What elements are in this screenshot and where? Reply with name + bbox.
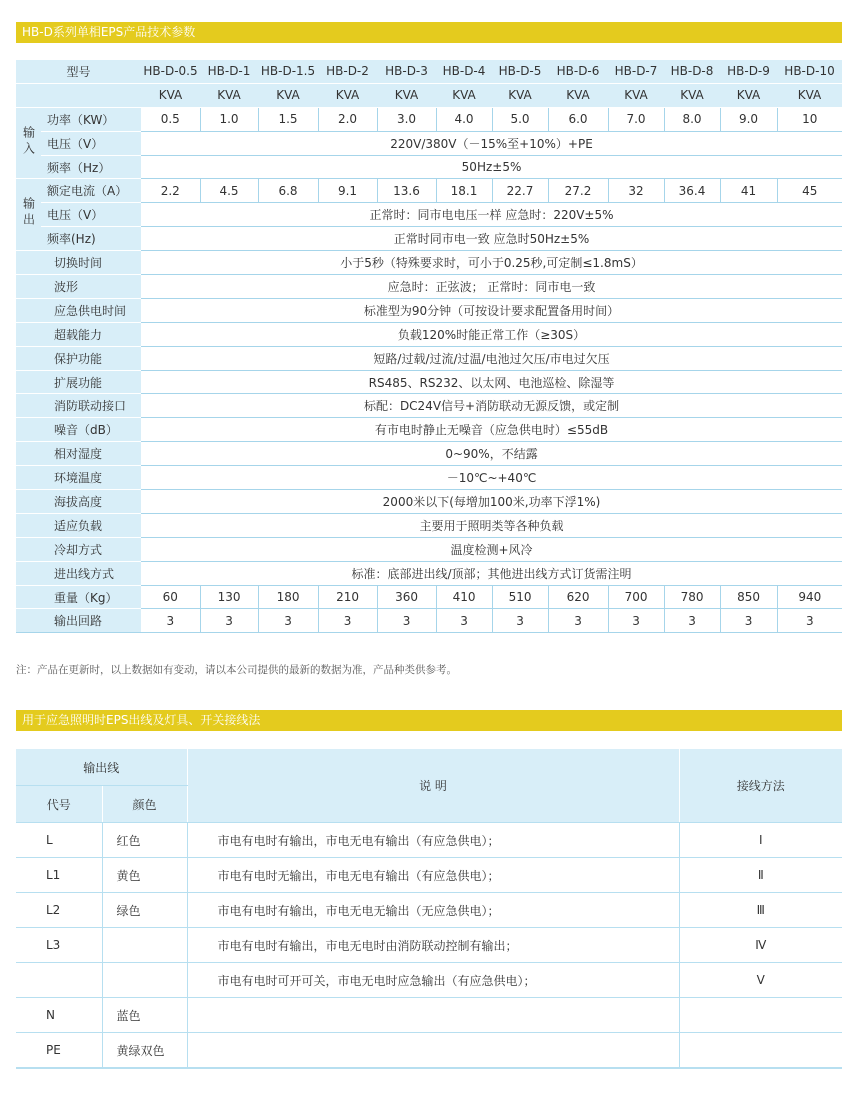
header-code: 代号 (16, 786, 102, 823)
output-frequency-label: 频率(Hz) (41, 227, 141, 251)
wire-description: 市电有电时有输出，市电无电无输出（无应急供电）； (187, 893, 679, 928)
weight-value: 410 (436, 585, 492, 609)
weight-value: 940 (777, 585, 842, 609)
wire-code (16, 963, 102, 998)
input-group-label (16, 107, 41, 179)
current-value: 2.2 (141, 179, 200, 203)
model-name: HB-D-10 (777, 60, 842, 83)
spec-row-label: 保护功能 (16, 346, 141, 370)
output-group-label (16, 179, 41, 251)
spec-row-label: 适应负载 (16, 513, 141, 537)
circuits-label: 输出回路 (16, 609, 141, 633)
wire-code: PE (16, 1033, 102, 1069)
wire-code: L2 (16, 893, 102, 928)
wire-description (187, 1033, 679, 1069)
wire-description: 市电有电时无输出，市电无电有输出（有应急供电）； (187, 858, 679, 893)
wiring-section-title: 用于应急照明时EPS出线及灯具、开关接线法 (16, 710, 842, 731)
current-value: 18.1 (436, 179, 492, 203)
spec-row-value: 负载120%时能正常工作（≥30S） (141, 322, 842, 346)
spec-row-value: 标准型为90分钟（可按设计要求配置备用时间） (141, 298, 842, 322)
wire-code: N (16, 998, 102, 1033)
model-name: HB-D-1.5 (258, 60, 318, 83)
weight-value: 210 (318, 585, 377, 609)
spec-row-label: 扩展功能 (16, 370, 141, 394)
unit-label: KVA (141, 83, 200, 107)
spec-row-label: 海拔高度 (16, 490, 141, 514)
table-row (16, 963, 842, 998)
model-name: HB-D-1 (200, 60, 258, 83)
spec-row-label: 环境温度 (16, 466, 141, 490)
output-frequency-value: 正常时同市电一致 应急时50Hz±5% (141, 227, 842, 251)
current-value: 32 (608, 179, 664, 203)
power-value: 7.0 (608, 107, 664, 131)
weight-value: 780 (664, 585, 720, 609)
spec-row-value: 标配：DC24V信号+消防联动无源反馈，或定制 (141, 394, 842, 418)
wire-color: 蓝色 (102, 998, 187, 1033)
power-value: 1.5 (258, 107, 318, 131)
input-group-text: 输入 (21, 125, 36, 158)
spec-row-value: 0~90%，不结露 (141, 442, 842, 466)
circuits-value: 3 (548, 609, 608, 633)
wire-color: 黄色 (102, 858, 187, 893)
weight-value: 60 (141, 585, 200, 609)
spec-row-label: 冷却方式 (16, 537, 141, 561)
current-value: 9.1 (318, 179, 377, 203)
wire-color: 黄绿双色 (102, 1033, 187, 1069)
circuits-value: 3 (777, 609, 842, 633)
current-label: 额定电流（A） (41, 179, 141, 203)
power-value: 1.0 (200, 107, 258, 131)
wire-color (102, 928, 187, 963)
weight-value: 180 (258, 585, 318, 609)
output-group-text: 输出 (21, 197, 36, 230)
model-name: HB-D-6 (548, 60, 608, 83)
circuits-value: 3 (664, 609, 720, 633)
spec-row-label: 切换时间 (16, 251, 141, 275)
power-value: 5.0 (492, 107, 548, 131)
unit-label: KVA (777, 83, 842, 107)
table-row (16, 893, 842, 928)
weight-value: 360 (377, 585, 436, 609)
header-method: 接线方法 (679, 749, 842, 823)
circuits-value: 3 (377, 609, 436, 633)
model-name: HB-D-5 (492, 60, 548, 83)
output-voltage-label: 电压（V） (41, 203, 141, 227)
current-value: 13.6 (377, 179, 436, 203)
weight-value: 510 (492, 585, 548, 609)
spec-row-value: 应急时：正弦波； 正常时：同市电一致 (141, 275, 842, 299)
wire-description: 市电有电时可开可关，市电无电时应急输出（有应急供电）； (187, 963, 679, 998)
model-label: 型号 (16, 60, 141, 83)
wire-method: Ⅳ (679, 928, 842, 963)
weight-value: 700 (608, 585, 664, 609)
input-voltage-value: 220V/380V（－15%至+10%）+PE (141, 131, 842, 155)
weight-value: 130 (200, 585, 258, 609)
current-value: 45 (777, 179, 842, 203)
power-value: 8.0 (664, 107, 720, 131)
current-value: 22.7 (492, 179, 548, 203)
table-row (16, 928, 842, 963)
spec-table (16, 60, 842, 633)
spec-row-value: 有市电时静止无噪音（应急供电时）≤55dB (141, 418, 842, 442)
current-value: 6.8 (258, 179, 318, 203)
current-value: 41 (720, 179, 777, 203)
power-label: 功率（KW） (41, 107, 141, 131)
wire-code: L1 (16, 858, 102, 893)
spec-row-value: 标准：底部进出线/顶部；其他进出线方式订货需注明 (141, 561, 842, 585)
wire-method: Ⅰ (679, 823, 842, 858)
wire-description (187, 998, 679, 1033)
current-value: 4.5 (200, 179, 258, 203)
model-name: HB-D-4 (436, 60, 492, 83)
power-value: 9.0 (720, 107, 777, 131)
wire-method: Ⅱ (679, 858, 842, 893)
spec-row-value: 温度检测+风冷 (141, 537, 842, 561)
wire-color (102, 963, 187, 998)
model-name: HB-D-8 (664, 60, 720, 83)
weight-value: 620 (548, 585, 608, 609)
power-value: 10 (777, 107, 842, 131)
circuits-value: 3 (141, 609, 200, 633)
circuits-value: 3 (492, 609, 548, 633)
wire-description: 市电有电时有输出，市电无电时由消防联动控制有输出； (187, 928, 679, 963)
unit-label: KVA (720, 83, 777, 107)
circuits-value: 3 (608, 609, 664, 633)
spec-section-title: HB-D系列单相EPS产品技术参数 (16, 22, 842, 43)
power-value: 2.0 (318, 107, 377, 131)
unit-label: KVA (377, 83, 436, 107)
output-voltage-value: 正常时：同市电电压一样 应急时：220V±5% (141, 203, 842, 227)
weight-value: 850 (720, 585, 777, 609)
current-value: 27.2 (548, 179, 608, 203)
table-row (16, 858, 842, 893)
header-output-line: 输出线 (16, 749, 187, 786)
spec-row-label: 进出线方式 (16, 561, 141, 585)
model-name: HB-D-0.5 (141, 60, 200, 83)
circuits-value: 3 (318, 609, 377, 633)
unit-label: KVA (200, 83, 258, 107)
wire-description: 市电有电时有输出，市电无电有输出（有应急供电）； (187, 823, 679, 858)
model-name: HB-D-3 (377, 60, 436, 83)
spec-row-value: 主要用于照明类等各种负载 (141, 513, 842, 537)
spec-row-value: RS485、RS232、以太网、电池巡检、除湿等 (141, 370, 842, 394)
circuits-value: 3 (200, 609, 258, 633)
model-name: HB-D-7 (608, 60, 664, 83)
spec-row-label: 应急供电时间 (16, 298, 141, 322)
wire-code: L (16, 823, 102, 858)
spec-row-value: －10℃~+40℃ (141, 466, 842, 490)
power-value: 6.0 (548, 107, 608, 131)
unit-label: KVA (548, 83, 608, 107)
wire-code: L3 (16, 928, 102, 963)
header-description: 说 明 (187, 749, 679, 823)
table-row (16, 823, 842, 858)
table-row (16, 998, 842, 1033)
wire-color: 红色 (102, 823, 187, 858)
table-row (16, 1033, 842, 1069)
wire-method (679, 1033, 842, 1069)
circuits-value: 3 (258, 609, 318, 633)
unit-label: KVA (492, 83, 548, 107)
input-frequency-label: 频率（Hz） (41, 155, 141, 179)
wire-method: Ⅲ (679, 893, 842, 928)
power-value: 0.5 (141, 107, 200, 131)
header-color: 颜色 (102, 786, 187, 823)
model-name: HB-D-2 (318, 60, 377, 83)
unit-label: KVA (258, 83, 318, 107)
model-name: HB-D-9 (720, 60, 777, 83)
wire-method (679, 998, 842, 1033)
spec-row-label: 消防联动接口 (16, 394, 141, 418)
power-value: 4.0 (436, 107, 492, 131)
wire-color: 绿色 (102, 893, 187, 928)
unit-label-spacer (16, 83, 141, 107)
unit-label: KVA (436, 83, 492, 107)
circuits-value: 3 (720, 609, 777, 633)
spec-row-value: 小于5秒（特殊要求时，可小于0.25秒,可定制≤1.8mS） (141, 251, 842, 275)
circuits-value: 3 (436, 609, 492, 633)
unit-label: KVA (664, 83, 720, 107)
spec-row-label: 相对湿度 (16, 442, 141, 466)
unit-label: KVA (608, 83, 664, 107)
spec-row-value: 2000米以下(每增加100米,功率下浮1%) (141, 490, 842, 514)
current-value: 36.4 (664, 179, 720, 203)
spec-row-label: 超载能力 (16, 322, 141, 346)
unit-label: KVA (318, 83, 377, 107)
power-value: 3.0 (377, 107, 436, 131)
spec-row-label: 波形 (16, 275, 141, 299)
wiring-table (16, 749, 842, 1069)
input-voltage-label: 电压（V） (41, 131, 141, 155)
spec-row-label: 噪音（dB） (16, 418, 141, 442)
weight-label: 重量（Kg） (16, 585, 141, 609)
wire-method: Ⅴ (679, 963, 842, 998)
spec-row-value: 短路/过载/过流/过温/电池过欠压/市电过欠压 (141, 346, 842, 370)
footnote: 注：产品在更新时，以上数据如有变动，请以本公司提供的最新的数据为准，产品种类供参考。 (16, 664, 457, 676)
input-frequency-value: 50Hz±5% (141, 155, 842, 179)
